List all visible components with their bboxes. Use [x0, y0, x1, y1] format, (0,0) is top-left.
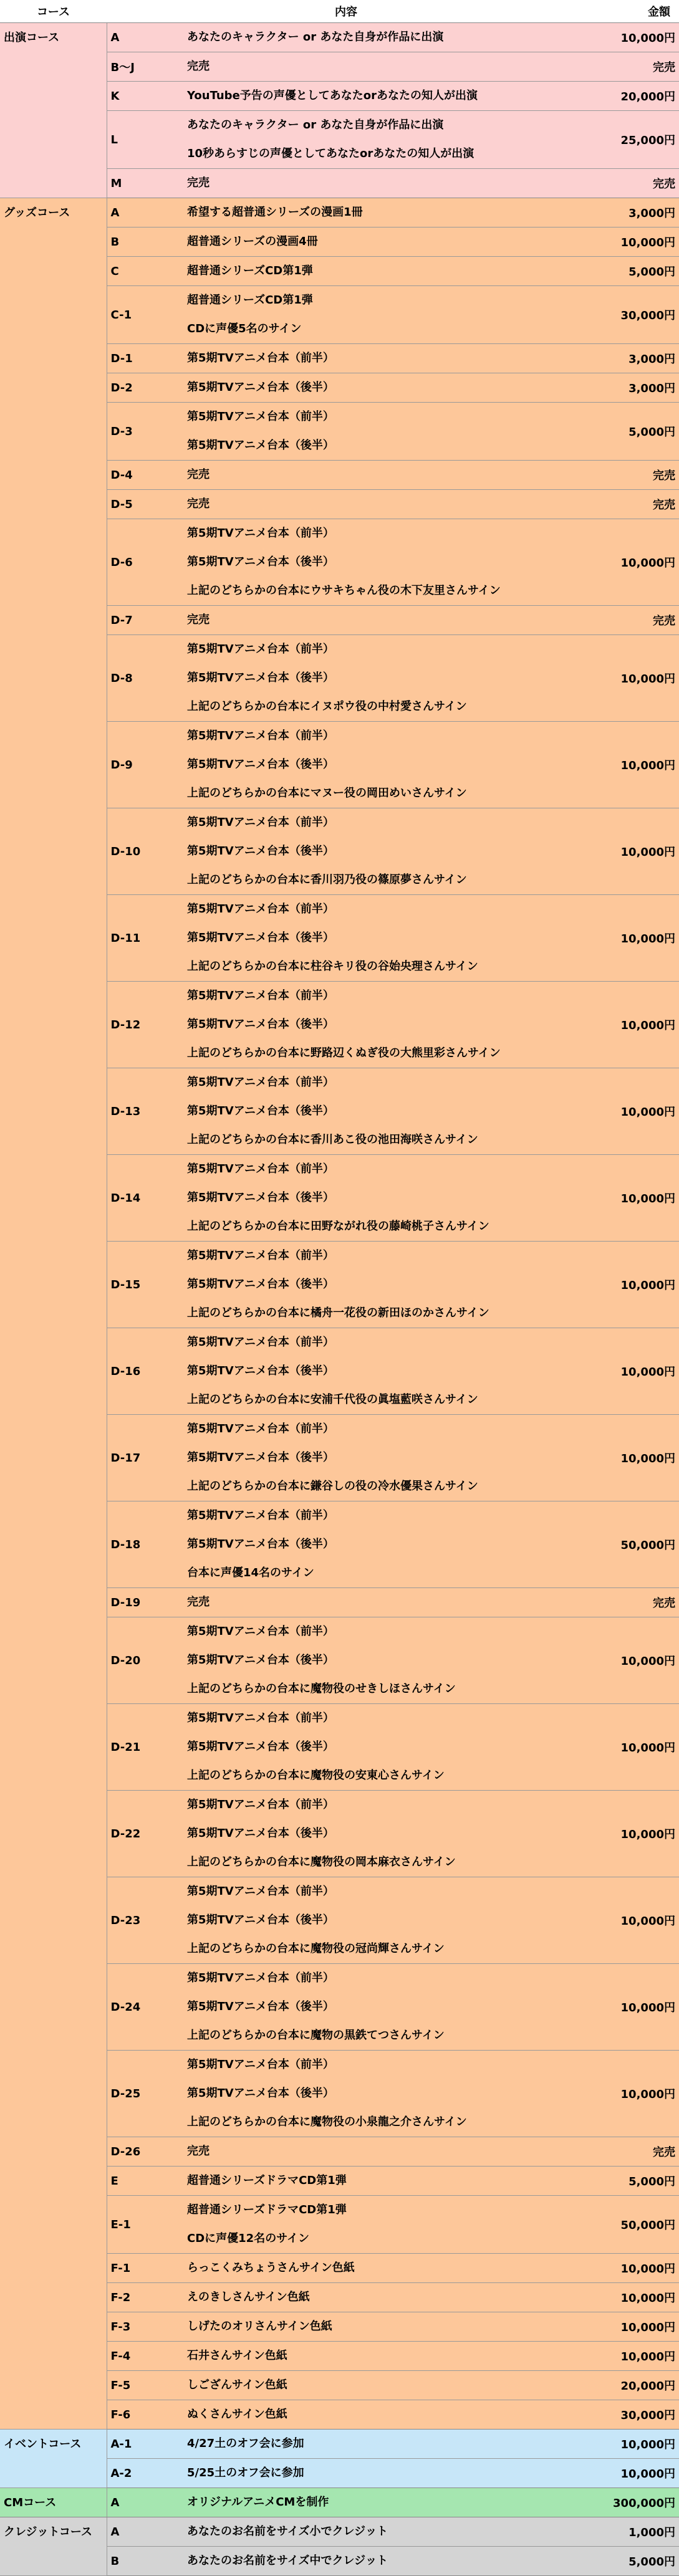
content-line: 第5期TVアニメ台本（前半） [187, 1971, 334, 1985]
content-line: CDに声優12名のサイン [187, 2232, 309, 2245]
item-amount: 10,000円 [585, 519, 679, 606]
content-line: 第5期TVアニメ台本（前半） [187, 1509, 334, 1522]
content-line: 第5期TVアニメ台本（後半） [187, 1364, 334, 1377]
item-code: D-22 [107, 1791, 181, 1877]
content-line: 第5期TVアニメ台本（前半） [187, 643, 334, 656]
item-content [181, 1964, 585, 2051]
content-line: 第5期TVアニメ台本（前半） [187, 352, 334, 365]
item-content [181, 635, 585, 722]
item-content [181, 2283, 585, 2312]
item-code: D-16 [107, 1328, 181, 1415]
item-code: D-23 [107, 1877, 181, 1964]
item-content [181, 111, 585, 169]
item-amount: 30,000円 [585, 286, 679, 344]
item-code: F-4 [107, 2342, 181, 2371]
item-amount: 10,000円 [585, 1415, 679, 1501]
item-content [181, 2517, 585, 2547]
course-name: 出演コース [0, 23, 107, 198]
item-code: K [107, 82, 181, 111]
item-code: D-26 [107, 2137, 181, 2167]
item-amount: 50,000円 [585, 2196, 679, 2254]
item-content [181, 2254, 585, 2283]
item-content [181, 2051, 585, 2137]
item-content [181, 1704, 585, 1791]
content-line: 上記のどちらかの台本にウサキちゃん役の木下友里さんサイン [187, 584, 501, 597]
item-code: F-1 [107, 2254, 181, 2283]
content-line: 上記のどちらかの台本に鎌谷しの役の冷水優果さんサイン [187, 1480, 478, 1493]
item-content [181, 2137, 585, 2167]
item-amount: 1,000円 [585, 2517, 679, 2547]
content-line: あなたのキャラクター or あなた自身が作品に出演 [187, 31, 444, 44]
item-amount: 5,000円 [585, 2547, 679, 2576]
content-line: 第5期TVアニメ台本（前半） [187, 1798, 334, 1811]
item-content [181, 606, 585, 635]
item-content [181, 1617, 585, 1704]
item-amount: 10,000円 [585, 2342, 679, 2371]
item-amount: 10,000円 [585, 1617, 679, 1704]
content-line: 第5期TVアニメ台本（後半） [187, 1740, 334, 1753]
item-amount: 完売 [585, 1588, 679, 1617]
item-code: D-18 [107, 1501, 181, 1588]
item-content [181, 2196, 585, 2254]
item-amount: 10,000円 [585, 635, 679, 722]
item-code: D-10 [107, 808, 181, 895]
content-line: 超普通シリーズドラマCD第1弾 [187, 2174, 347, 2187]
item-code: A [107, 2488, 181, 2517]
content-line: 上記のどちらかの台本に魔物役の冠尚輝さんサイン [187, 1942, 445, 1955]
item-amount: 3,000円 [585, 373, 679, 403]
content-line: あなたのキャラクター or あなた自身が作品に出演 [187, 118, 444, 132]
item-content [181, 1415, 585, 1501]
item-amount: 10,000円 [585, 23, 679, 52]
table-row [0, 2517, 679, 2547]
item-content [181, 2342, 585, 2371]
item-code: D-9 [107, 722, 181, 808]
item-code: C-1 [107, 286, 181, 344]
content-line: 10秒あらすじの声優としてあなたorあなたの知人が出演 [187, 147, 474, 160]
item-content [181, 257, 585, 286]
item-code: D-8 [107, 635, 181, 722]
item-amount: 10,000円 [585, 1068, 679, 1155]
content-line: 第5期TVアニメ台本（前半） [187, 2058, 334, 2071]
item-amount: 10,000円 [585, 2254, 679, 2283]
item-amount: 5,000円 [585, 2167, 679, 2196]
item-code: F-5 [107, 2371, 181, 2400]
content-line: 第5期TVアニメ台本（前半） [187, 903, 334, 916]
header-row [0, 0, 679, 23]
content-line: 上記のどちらかの台本に香川あこ役の池田海咲さんサイン [187, 1133, 478, 1146]
item-content [181, 1242, 585, 1328]
content-line: 第5期TVアニメ台本（後半） [187, 1191, 334, 1204]
item-content [181, 1328, 585, 1415]
item-amount: 5,000円 [585, 403, 679, 461]
item-amount: 10,000円 [585, 982, 679, 1068]
item-code: B [107, 2547, 181, 2576]
content-line: 完売 [187, 60, 209, 73]
content-line: 上記のどちらかの台本に田野ながれ役の藤崎桃子さんサイン [187, 1220, 489, 1233]
item-content [181, 198, 585, 227]
content-line: 第5期TVアニメ台本（後半） [187, 1451, 334, 1464]
content-line: 完売 [187, 2145, 209, 2158]
item-amount: 10,000円 [585, 722, 679, 808]
item-amount: 10,000円 [585, 2459, 679, 2488]
item-content [181, 344, 585, 373]
content-line: 第5期TVアニメ台本（後半） [187, 758, 334, 771]
content-line: しござんサイン色紙 [187, 2378, 287, 2392]
item-content [181, 1501, 585, 1588]
item-code: M [107, 169, 181, 198]
item-amount: 25,000円 [585, 111, 679, 169]
item-code: D-12 [107, 982, 181, 1068]
item-code: A [107, 198, 181, 227]
item-amount: 50,000円 [585, 1501, 679, 1588]
item-amount: 完売 [585, 606, 679, 635]
content-line: 上記のどちらかの台本に野路辺くぬぎ役の大熊里彩さんサイン [187, 1046, 501, 1060]
content-line: 上記のどちらかの台本に魔物役のせきしほさんサイン [187, 1682, 456, 1695]
item-code: D-14 [107, 1155, 181, 1242]
item-content [181, 1068, 585, 1155]
content-line: あなたのお名前をサイズ小でクレジット [187, 2525, 388, 2538]
content-line: 第5期TVアニメ台本（前半） [187, 1336, 334, 1349]
item-code: D-13 [107, 1068, 181, 1155]
item-code: D-6 [107, 519, 181, 606]
item-content [181, 2371, 585, 2400]
item-content [181, 2430, 585, 2459]
item-amount: 10,000円 [585, 1964, 679, 2051]
item-amount: 300,000円 [585, 2488, 679, 2517]
content-line: 上記のどちらかの台本に魔物の黒鉄てつさんサイン [187, 2029, 445, 2042]
item-code: D-24 [107, 1964, 181, 2051]
item-amount: 30,000円 [585, 2400, 679, 2430]
content-line: 4/27土のオフ会に参加 [187, 2437, 304, 2450]
item-content [181, 895, 585, 982]
content-line: 第5期TVアニメ台本（後半） [187, 671, 334, 684]
item-content [181, 23, 585, 52]
content-line: 上記のどちらかの台本に香川羽乃役の篠原夢さんサイン [187, 873, 467, 886]
item-content [181, 403, 585, 461]
content-line: 上記のどちらかの台本に魔物役の安東心さんサイン [187, 1769, 445, 1782]
content-line: 上記のどちらかの台本にイヌポウ役の中村愛さんサイン [187, 700, 467, 713]
item-code: F-2 [107, 2283, 181, 2312]
content-line: 希望する超普通シリーズの漫画1冊 [187, 206, 363, 219]
item-content [181, 2400, 585, 2430]
content-line: 第5期TVアニメ台本（後半） [187, 845, 334, 858]
item-code: D-20 [107, 1617, 181, 1704]
content-line: 第5期TVアニメ台本（後半） [187, 2087, 334, 2100]
item-amount: 10,000円 [585, 1704, 679, 1791]
content-line: 第5期TVアニメ台本（後半） [187, 1654, 334, 1667]
content-line: CDに声優5名のサイン [187, 322, 302, 335]
content-line: 超普通シリーズCD第1弾 [187, 264, 313, 277]
table-row [0, 23, 679, 52]
item-code: F-3 [107, 2312, 181, 2342]
content-line: 第5期TVアニメ台本（前半） [187, 1422, 334, 1435]
item-amount: 10,000円 [585, 1242, 679, 1328]
item-code: A-1 [107, 2430, 181, 2459]
item-amount: 3,000円 [585, 344, 679, 373]
item-code: D-1 [107, 344, 181, 373]
content-line: えのきしさんサイン色紙 [187, 2291, 310, 2304]
content-line: 第5期TVアニメ台本（後半） [187, 1827, 334, 1840]
content-line: 第5期TVアニメ台本（後半） [187, 1538, 334, 1551]
item-content [181, 2488, 585, 2517]
content-line: 第5期TVアニメ台本（前半） [187, 410, 334, 423]
item-amount: 3,000円 [585, 198, 679, 227]
content-line: 第5期TVアニメ台本（後半） [187, 1018, 334, 1031]
content-line: 第5期TVアニメ台本（前半） [187, 1885, 334, 1898]
item-code: F-6 [107, 2400, 181, 2430]
course-name: グッズコース [0, 198, 107, 2430]
item-amount: 完売 [585, 490, 679, 519]
item-content [181, 519, 585, 606]
table-row [0, 198, 679, 227]
course-name: クレジットコース [0, 2517, 107, 2576]
item-amount: 5,000円 [585, 257, 679, 286]
header-content: 内容 [107, 0, 585, 23]
item-content [181, 2547, 585, 2576]
item-code: D-7 [107, 606, 181, 635]
item-code: D-11 [107, 895, 181, 982]
item-code: A [107, 2517, 181, 2547]
content-line: 第5期TVアニメ台本（前半） [187, 1712, 334, 1725]
content-line: 完売 [187, 468, 209, 481]
item-content [181, 490, 585, 519]
item-amount: 10,000円 [585, 895, 679, 982]
item-code: A-2 [107, 2459, 181, 2488]
content-line: 第5期TVアニメ台本（後半） [187, 2000, 334, 2013]
item-code: B〜J [107, 52, 181, 82]
content-line: 超普通シリーズドラマCD第1弾 [187, 2203, 347, 2216]
item-content [181, 82, 585, 111]
item-content [181, 808, 585, 895]
item-code: D-21 [107, 1704, 181, 1791]
item-amount: 10,000円 [585, 2051, 679, 2137]
item-amount: 10,000円 [585, 227, 679, 257]
item-amount: 完売 [585, 169, 679, 198]
content-line: 台本に声優14名のサイン [187, 1566, 314, 1579]
item-amount: 10,000円 [585, 808, 679, 895]
content-line: 第5期TVアニメ台本（前半） [187, 729, 334, 742]
content-line: 上記のどちらかの台本にマヌー役の岡田めいさんサイン [187, 787, 467, 800]
content-line: らっこくみちょうさんサイン色紙 [187, 2261, 355, 2274]
content-line: 第5期TVアニメ台本（前半） [187, 527, 334, 540]
item-code: E-1 [107, 2196, 181, 2254]
content-line: 第5期TVアニメ台本（後半） [187, 1278, 334, 1291]
item-amount: 10,000円 [585, 2430, 679, 2459]
content-line: 第5期TVアニメ台本（前半） [187, 1076, 334, 1089]
item-code: L [107, 111, 181, 169]
content-line: 第5期TVアニメ台本（後半） [187, 381, 334, 394]
content-line: オリジナルアニメCMを制作 [187, 2496, 329, 2509]
content-line: 第5期TVアニメ台本（前半） [187, 1249, 334, 1262]
item-content [181, 373, 585, 403]
item-content [181, 982, 585, 1068]
content-line: 上記のどちらかの台本に魔物役の岡本麻衣さんサイン [187, 1855, 456, 1869]
item-code: B [107, 227, 181, 257]
content-line: 第5期TVアニメ台本（前半） [187, 1625, 334, 1638]
item-code: D-3 [107, 403, 181, 461]
content-line: 超普通シリーズCD第1弾 [187, 294, 313, 307]
header-amount: 金額 [585, 0, 679, 23]
item-content [181, 2459, 585, 2488]
item-code: D-2 [107, 373, 181, 403]
item-amount: 10,000円 [585, 2312, 679, 2342]
item-amount: 10,000円 [585, 1328, 679, 1415]
item-content [181, 1791, 585, 1877]
item-code: D-15 [107, 1242, 181, 1328]
item-content [181, 52, 585, 82]
item-amount: 10,000円 [585, 1791, 679, 1877]
content-line: しげたのオリさんサイン色紙 [187, 2320, 332, 2333]
item-content [181, 169, 585, 198]
item-amount: 完売 [585, 52, 679, 82]
item-code: D-5 [107, 490, 181, 519]
content-line: YouTube予告の声優としてあなたorあなたの知人が出演 [187, 89, 478, 102]
content-line: ぬくさんサイン色紙 [187, 2408, 287, 2421]
content-line: 上記のどちらかの台本に安浦千代役の眞塩藍咲さんサイン [187, 1393, 478, 1406]
content-line: 超普通シリーズの漫画4冊 [187, 235, 318, 248]
item-code: D-17 [107, 1415, 181, 1501]
course-name: CMコース [0, 2488, 107, 2517]
item-amount: 完売 [585, 461, 679, 490]
item-code: D-25 [107, 2051, 181, 2137]
item-content [181, 1155, 585, 1242]
item-content [181, 286, 585, 344]
header-course: コース [0, 0, 107, 23]
item-amount: 20,000円 [585, 2371, 679, 2400]
item-amount: 10,000円 [585, 2283, 679, 2312]
content-line: あなたのお名前をサイズ中でクレジット [187, 2554, 388, 2567]
content-line: 第5期TVアニメ台本（後半） [187, 555, 334, 568]
item-code: C [107, 257, 181, 286]
content-line: 完売 [187, 1596, 209, 1609]
content-line: 完売 [187, 613, 209, 626]
course-name: イベントコース [0, 2430, 107, 2488]
item-content [181, 461, 585, 490]
content-line: 第5期TVアニメ台本（前半） [187, 989, 334, 1002]
item-content [181, 2312, 585, 2342]
content-line: 第5期TVアニメ台本（後半） [187, 931, 334, 944]
content-line: 石井さんサイン色紙 [187, 2349, 287, 2362]
item-code: A [107, 23, 181, 52]
item-content [181, 1877, 585, 1964]
item-content [181, 1588, 585, 1617]
content-line: 完売 [187, 176, 209, 189]
item-amount: 10,000円 [585, 1155, 679, 1242]
item-amount: 完売 [585, 2137, 679, 2167]
content-line: 第5期TVアニメ台本（後半） [187, 1104, 334, 1118]
table-row [0, 2430, 679, 2459]
table-body [0, 23, 679, 2576]
content-line: 第5期TVアニメ台本（前半） [187, 1162, 334, 1175]
item-amount: 20,000円 [585, 82, 679, 111]
content-line: 5/25土のオフ会に参加 [187, 2466, 304, 2479]
item-content [181, 227, 585, 257]
item-amount: 10,000円 [585, 1877, 679, 1964]
table-row [0, 2488, 679, 2517]
content-line: 上記のどちらかの台本に橘舟一花役の新田ほのかさんサイン [187, 1306, 489, 1319]
content-line: 第5期TVアニメ台本（前半） [187, 816, 334, 829]
content-line: 上記のどちらかの台本に魔物役の小泉龍之介さんサイン [187, 2115, 467, 2128]
item-code: D-4 [107, 461, 181, 490]
content-line: 上記のどちらかの台本に柱谷キリ役の谷始央理さんサイン [187, 960, 478, 973]
item-content [181, 722, 585, 808]
item-code: D-19 [107, 1588, 181, 1617]
item-content [181, 2167, 585, 2196]
content-line: 第5期TVアニメ台本（後半） [187, 1913, 334, 1927]
content-line: 第5期TVアニメ台本（後半） [187, 439, 334, 452]
content-line: 完売 [187, 497, 209, 510]
item-code: E [107, 2167, 181, 2196]
